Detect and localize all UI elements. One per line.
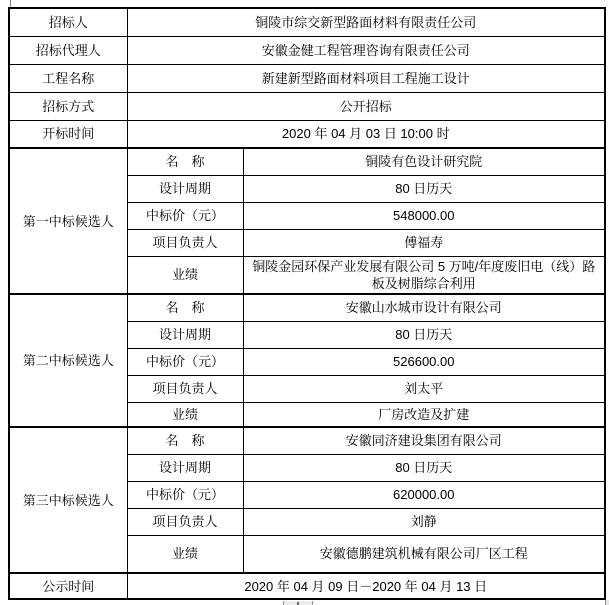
candidate-title: 第三中标候选人 (9, 427, 127, 573)
table-row (9, 120, 605, 148)
candidate-row-value: 铜陵有色设计研究院 (243, 148, 605, 175)
cutoff-page-fragment (605, 600, 609, 605)
candidate-row-value: 厂房改造及扩建 (243, 402, 605, 427)
candidate-row-label: 项目负责人 (127, 229, 243, 256)
candidate-row-label: 业绩 (127, 256, 243, 294)
info-value: 铜陵市综交新型路面材料有限责任公司 (127, 8, 605, 36)
info-value: 安徽金健工程管理咨询有限责任公司 (127, 36, 605, 64)
info-value: 新建新型路面材料项目工程施工设计 (127, 64, 605, 92)
candidate-row-label: 业绩 (127, 535, 243, 573)
table-row (9, 64, 605, 92)
candidate-row-value: 刘太平 (243, 375, 605, 402)
candidate-row-label: 设计周期 (127, 321, 243, 348)
candidate-row-value: 安徽同济建设集团有限公司 (243, 427, 605, 454)
table-row (9, 36, 605, 64)
candidate-row-label: 业绩 (127, 402, 243, 427)
candidate-row-value: 安徽山水城市设计有限公司 (243, 294, 605, 321)
info-label: 招标方式 (9, 92, 127, 120)
table-row (9, 92, 605, 120)
candidate-title: 第二中标候选人 (9, 294, 127, 427)
candidate-row-label: 名 称 (127, 148, 243, 175)
candidate-row-label: 设计周期 (127, 175, 243, 202)
info-label: 工程名称 (9, 64, 127, 92)
info-label: 招标代理人 (9, 36, 127, 64)
footer-value: 2020 年 04 月 09 日－2020 年 04 月 13 日 (127, 573, 605, 599)
table-row (9, 148, 605, 175)
info-value: 公开招标 (127, 92, 605, 120)
candidate-row-value: 80 日历天 (243, 321, 605, 348)
table-row (9, 8, 605, 36)
footer-label: 公示时间 (9, 573, 127, 599)
candidate-row-value: 刘静 (243, 508, 605, 535)
cutoff-scroll-button[interactable] (283, 601, 313, 605)
candidate-row-value: 铜陵金园环保产业发展有限公司 5 万吨/年度废旧电（线）路板及树脂综合利用 (243, 256, 605, 294)
candidate-row-label: 名 称 (127, 427, 243, 454)
candidate-title: 第一中标候选人 (9, 148, 127, 294)
page-edge-line (10, 0, 11, 7)
candidate-row-value: 620000.00 (243, 481, 605, 508)
candidate-row-label: 设计周期 (127, 454, 243, 481)
info-label: 开标时间 (9, 120, 127, 148)
bid-announcement-table (8, 7, 606, 600)
candidate-row-label: 名 称 (127, 294, 243, 321)
candidate-row-value: 80 日历天 (243, 175, 605, 202)
info-value: 2020 年 04 月 03 日 10:00 时 (127, 120, 605, 148)
candidate-row-label: 项目负责人 (127, 508, 243, 535)
candidate-row-label: 中标价（元） (127, 481, 243, 508)
info-label: 招标人 (9, 8, 127, 36)
candidate-row-value: 548000.00 (243, 202, 605, 229)
table-row (9, 427, 605, 454)
candidate-row-label: 中标价（元） (127, 202, 243, 229)
candidate-row-value: 80 日历天 (243, 454, 605, 481)
table-row (9, 294, 605, 321)
candidate-row-value: 526600.00 (243, 348, 605, 375)
candidate-row-label: 中标价（元） (127, 348, 243, 375)
candidate-row-value: 傅福寿 (243, 229, 605, 256)
candidate-row-label: 项目负责人 (127, 375, 243, 402)
candidate-row-value: 安徽德鹏建筑机械有限公司厂区工程 (243, 535, 605, 573)
table-row (9, 573, 605, 599)
